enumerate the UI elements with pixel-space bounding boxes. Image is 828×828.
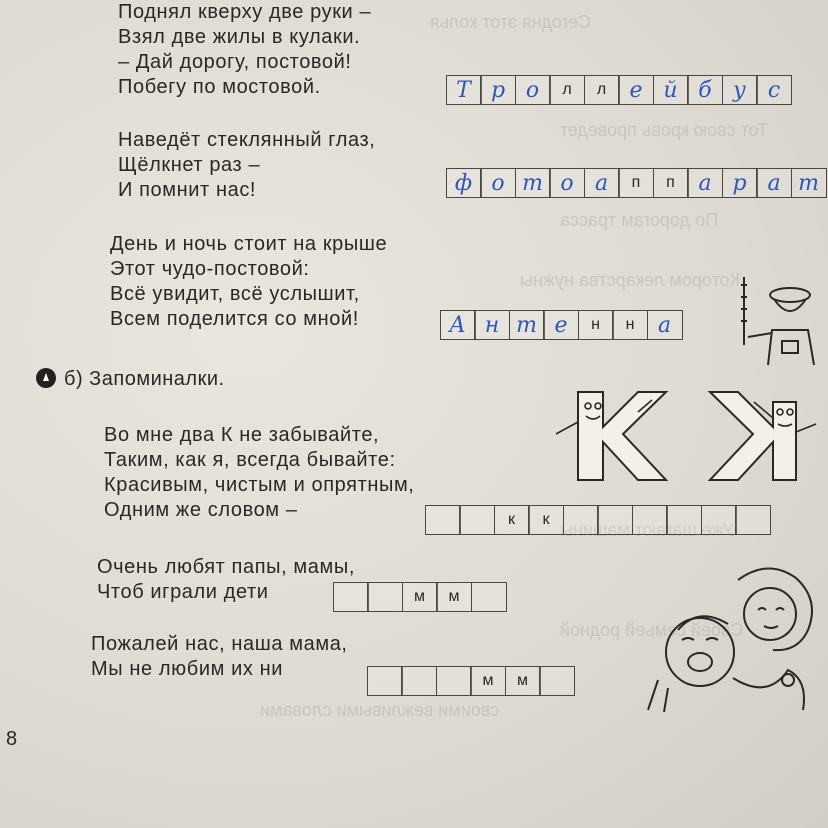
mother-and-crying-child-illustration [638, 560, 826, 720]
letter-cell[interactable]: б [687, 75, 723, 105]
letter-cell[interactable] [632, 505, 668, 535]
poem-line: Мы не любим их ни [91, 658, 284, 680]
poem-line: Чтоб играли дети [97, 581, 269, 603]
letter-cell[interactable] [539, 666, 575, 696]
mnemonic-poem-3 [91, 632, 348, 682]
poem-line: И помнит нас! [118, 179, 257, 201]
letter-cell[interactable] [367, 582, 403, 612]
riddle-poem-2 [118, 128, 375, 203]
section-heading [36, 368, 225, 391]
letter-cell[interactable] [425, 505, 461, 535]
letter-cell[interactable]: а [647, 310, 683, 340]
page-number: 8 [6, 728, 18, 750]
letter-cell[interactable]: о [515, 75, 551, 105]
letter-cell[interactable]: р [722, 168, 758, 198]
letter-cell[interactable]: т [791, 168, 827, 198]
bleed-through-text: Сегодня этот колья [430, 12, 591, 32]
poem-line: – Дай дорогу, постовой! [118, 51, 352, 73]
riddle-poem-3 [110, 232, 387, 332]
poem-line: Поднял кверху две руки – [118, 1, 372, 23]
poem-line: День и ночь стоит на крыше [110, 233, 388, 255]
poem-line: Наведёт стеклянный глаз, [118, 129, 376, 151]
traffic-policeman-illustration [728, 275, 818, 370]
letter-cell[interactable]: т [509, 310, 545, 340]
letter-cell[interactable]: м [470, 666, 506, 696]
bleed-through-text: Котором лекарства нужны [520, 270, 741, 290]
letter-cell[interactable] [401, 666, 437, 696]
letter-cell[interactable]: н [612, 310, 648, 340]
riddle-poem-1 [118, 0, 371, 100]
letter-cell[interactable]: п [618, 168, 654, 198]
letter-cell[interactable]: л [584, 75, 620, 105]
letter-cell[interactable]: о [480, 168, 516, 198]
letter-cell[interactable] [666, 505, 702, 535]
letter-cell[interactable]: к [494, 505, 530, 535]
poem-line: Одним же словом – [104, 499, 298, 521]
letter-cell[interactable] [436, 666, 472, 696]
letter-cell[interactable]: л [549, 75, 585, 105]
letter-cell[interactable] [459, 505, 495, 535]
letter-cell[interactable]: т [515, 168, 551, 198]
letter-cell[interactable] [735, 505, 771, 535]
answer-cells-6[interactable] [368, 666, 575, 696]
letter-cell[interactable]: е [618, 75, 654, 105]
letter-cell[interactable]: м [505, 666, 541, 696]
bleed-through-text: Тот свою кровь проведет [560, 120, 769, 140]
triangle-bullet-icon [36, 368, 56, 388]
poem-line: Всем поделится со мной! [110, 308, 359, 330]
answer-cells-5[interactable] [334, 582, 507, 612]
letter-cell[interactable]: р [480, 75, 516, 105]
letter-cell[interactable]: у [722, 75, 758, 105]
poem-line: Очень любят папы, мамы, [97, 556, 355, 578]
letter-cell[interactable]: е [543, 310, 579, 340]
letter-cell[interactable]: ф [446, 168, 482, 198]
letter-cell[interactable] [597, 505, 633, 535]
poem-line: Таким, как я, всегда бывайте: [104, 449, 396, 471]
letter-cell[interactable]: а [687, 168, 723, 198]
bleed-through-text: Своей семьей родной [560, 620, 744, 640]
poem-line: Пожалей нас, наша мама, [91, 633, 348, 655]
letter-cell[interactable] [367, 666, 403, 696]
poem-line: Красивым, чистым и опрятным, [104, 474, 415, 496]
letter-cell[interactable]: м [436, 582, 472, 612]
letter-cell[interactable]: с [756, 75, 792, 105]
mnemonic-poem-2 [97, 555, 355, 605]
answer-cells-4[interactable] [426, 505, 771, 535]
mnemonic-poem-1 [104, 423, 414, 523]
letter-cell[interactable]: А [440, 310, 476, 340]
letter-cell[interactable]: а [756, 168, 792, 198]
letter-cell[interactable]: Т [446, 75, 482, 105]
bleed-through-text: По дорогам трасса [560, 210, 719, 230]
letter-cell[interactable]: о [549, 168, 585, 198]
letter-cell[interactable]: а [584, 168, 620, 198]
answer-cells-3[interactable] [441, 310, 683, 340]
poem-line: Во мне два К не забывайте, [104, 424, 380, 446]
letter-cell[interactable] [333, 582, 369, 612]
poem-line: Щёлкнет раз – [118, 154, 261, 176]
section-label: б) Запоминалки. [64, 368, 225, 390]
poem-line: Всё увидит, всё услышит, [110, 283, 360, 305]
letter-cell[interactable]: м [402, 582, 438, 612]
poem-line: Побегу по мостовой. [118, 76, 321, 98]
letter-cell[interactable]: й [653, 75, 689, 105]
poem-line: Взял две жилы в кулаки. [118, 26, 361, 48]
letter-cell[interactable] [471, 582, 507, 612]
letter-cell[interactable]: к [528, 505, 564, 535]
answer-cells-1[interactable] [447, 75, 792, 105]
letter-cell[interactable]: н [578, 310, 614, 340]
answer-cells-2[interactable] [447, 168, 827, 198]
letter-cell[interactable] [563, 505, 599, 535]
letter-cell[interactable] [701, 505, 737, 535]
letter-cell[interactable]: п [653, 168, 689, 198]
bleed-through-text: своими вежливыми словами [260, 700, 500, 720]
bleed-through-text: Уже шагают машины [560, 520, 735, 540]
poem-line: Этот чудо-постовой: [110, 258, 310, 280]
letter-cell[interactable]: н [474, 310, 510, 340]
letter-k-characters-illustration [548, 372, 823, 484]
